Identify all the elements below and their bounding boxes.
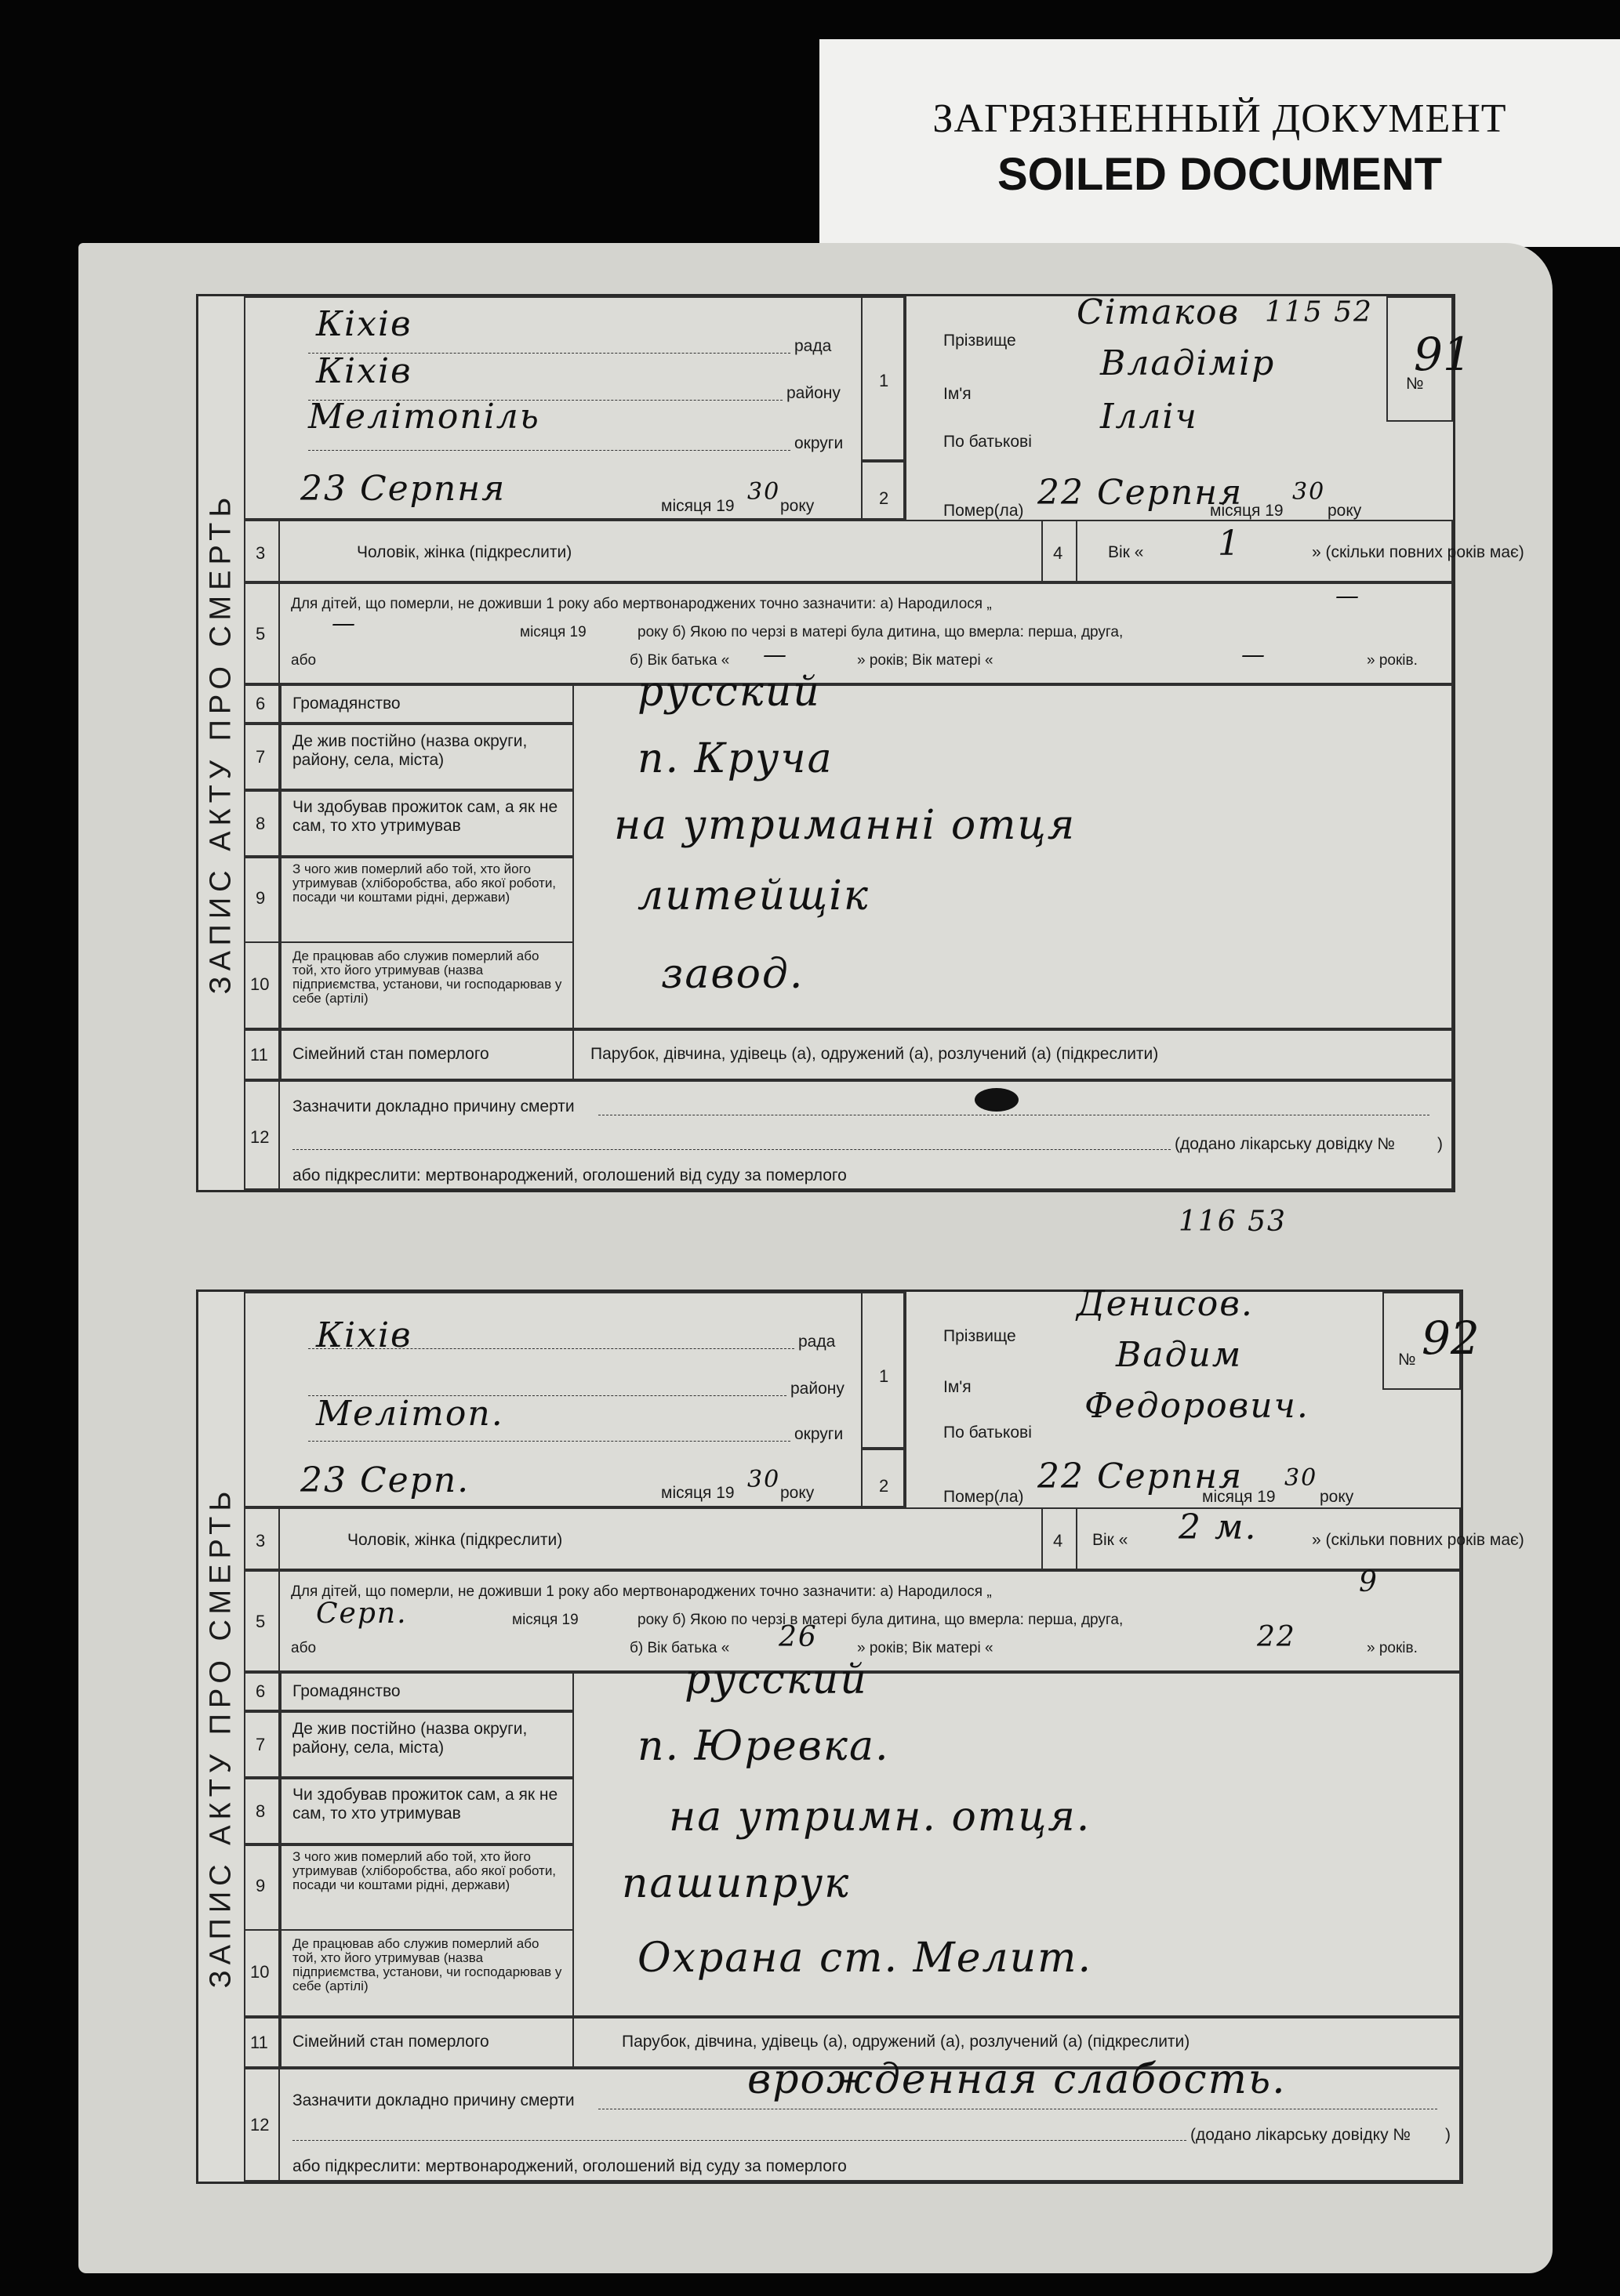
stamp-russian-text: ЗАГРЯЗНЕННЫЙ ДОКУМЕНТ — [932, 96, 1507, 141]
stamp-english-text: SOILED DOCUMENT — [997, 149, 1443, 200]
death-date: 22 Серпня — [1037, 1456, 1244, 1496]
livelihood-value: на утримн. отця. — [669, 1794, 1092, 1841]
death-record-1: ЗАПИС АКТУ ПРО СМЕРТЬ Кіхів рада Кіхів району Мелітопіль округи 23 Серпня місяця 19 30 року 1 2 Прізвище Сітаков 115 52 Ім'я Владімір По батькові Ілліч № 91 Помер(ла) 22 Серпня місяця 19 30 року 3 Чоловік, жінка (підкреслити) 4 Вік « 1 » (скільки повних років має) 5 Для дітей, що померли, не доживши 1 року або мертвонароджених точно зазначити: а) Народилося „ місяця 19 року б) Якою по черзі в матері була дитина, що вмерла: перша, друга, або б) Вік батька « » років; Вік матері « » років. — — — — 6 7 8 9 10 Громадянство Де жив постійно (назва округи, району, села, міста) Чи здобував прожиток сам, а як не сам, то хто утримував З чого жив померлий або той, хто його утримував (хліборобства, або якої роботи, посади чи коштами рідні, держави) Де працював або служив померлий або той, хто його утримував (назва підприємства, установи, чи господарював у себе (артілі) русский п. Кручa на утриманні отця литейщік завод. 11 Сімейний стан померлого Парубок, дівчина, удівець (а), одружений (а), розлучений (а) (підкреслити) 12 Зазначити докладно причину смерти (додано лікарську довідку № ) або підкреслити: мертвонароджений, оголошений від суду за померлого — [196, 294, 1455, 1192]
death-record-2: ЗАПИС АКТУ ПРО СМЕРТЬ Кіхів рада району Мелітоп. округи 23 Серп. місяця 19 30 року 1 2 Прізвище Денисов. 116 53 Ім'я Вадим По батькові Федорович. № 92 Помер(ла) 22 Серпня місяця 19 30 року 3 Чоловік, жінка (підкреслити) 4 Вік « 2 м. » (скільки повних років має) 5 Для дітей, що померли, не доживши 1 року або мертвонароджених точно зазначити: а) Народилося „ місяця 19 року б) Якою по черзі в матері була дитина, що вмерла: перша, друга, або б) Вік батька « » років; Вік матері « » років. 9 Серп. 26 22 6 7 8 9 10 Громадянство Де жив постійно (назва округи, району, села, міста) Чи здобував прожиток сам, а як не сам, то хто утримував З чого жив померлий або той, хто його утримував (хліборобства, або якої роботи, посади чи коштами рідні, держави) Де працював або служив померлий або той, хто його утримував (назва підприємства, установи, чи господарював у себе (артілі) русский п. Юревка. на утримн. отця. пашипрук Охрана ст. Мелит. 11 Сімейний стан померлого Парубок, дівчина, удівець (а), одружений (а), розлучений (а) (підкреслити) 12 Зазначити докладно причину смерти врожденная слабость. (додано лікарську довідку № ) або підкреслити: мертвонароджений, оголошений від суду за померлого — [196, 1289, 1463, 2184]
side-title: ЗАПИС АКТУ ПРО СМЕРТЬ — [204, 1485, 238, 1988]
cause-of-death-value: врожденная слабость. — [747, 2056, 1287, 2103]
residence-value: п. Юревка. — [637, 1723, 890, 1770]
death-date: 22 Серпня — [1037, 473, 1244, 513]
father-age: 26 — [779, 1621, 818, 1653]
side-title: ЗАПИС АКТУ ПРО СМЕРТЬ — [204, 491, 238, 995]
raion-value: Кіхів — [316, 351, 412, 391]
registration-date: 23 Серпня — [300, 469, 507, 509]
work-value: завод. — [661, 951, 805, 998]
surname-value: Денисов. — [1077, 1284, 1254, 1324]
income-value: литейщік — [637, 872, 870, 919]
ink-blot — [975, 1088, 1019, 1112]
age-value: 2 м. — [1179, 1507, 1258, 1547]
work-value: Охрана ст. Мелит. — [637, 1935, 1092, 1982]
soiled-document-stamp — [819, 39, 1620, 247]
registration-date: 23 Серп. — [300, 1460, 470, 1500]
patronymic-value: Ілліч — [1100, 397, 1198, 437]
okrug-value: Мелітоп. — [316, 1394, 504, 1434]
rada-value: Кіхів — [316, 1315, 412, 1355]
age-value: 1 — [1218, 524, 1241, 564]
record-number: 91 — [1414, 328, 1472, 381]
mother-age: 22 — [1257, 1621, 1296, 1653]
record-number: 92 — [1422, 1311, 1480, 1365]
name-value: Владімір — [1100, 343, 1276, 383]
surname-value: Сітаков — [1077, 292, 1240, 332]
birth-day: 9 — [1359, 1566, 1378, 1598]
residence-value: п. Кручa — [637, 735, 834, 782]
rada-value: Кіхів — [316, 304, 412, 344]
patronymic-value: Федорович. — [1084, 1386, 1309, 1426]
record-index-note: 116 53 — [1179, 1206, 1287, 1238]
citizenship-value: русский — [685, 1656, 868, 1703]
name-value: Вадим — [1116, 1335, 1243, 1375]
record-index-note: 115 52 — [1265, 296, 1373, 328]
okrug-value: Мелітопіль — [308, 397, 540, 437]
income-value: пашипрук — [622, 1860, 851, 1907]
livelihood-value: на утриманні отця — [614, 802, 1077, 849]
citizenship-value: русский — [637, 669, 821, 716]
birth-month: Серп. — [316, 1598, 408, 1630]
